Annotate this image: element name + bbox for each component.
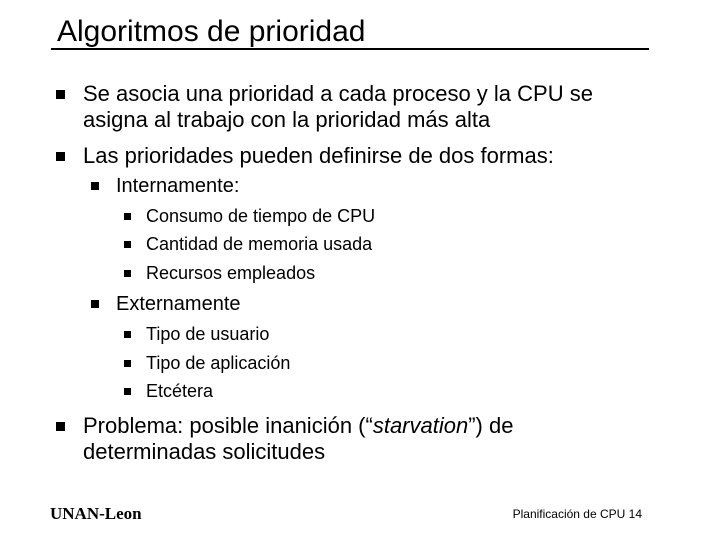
footer-slide-number: Planificación de CPU 14 [512,507,642,521]
square-bullet-icon [124,331,131,338]
square-bullet-icon [124,360,131,367]
sub-bullet-label: Externamente [116,293,241,315]
starvation-term: starvation [372,413,469,438]
bullet-text-line: determinadas solicitudes [83,439,326,464]
bullet-item-starvation [83,413,513,465]
square-bullet-icon [124,241,131,248]
bullet-text-line: Se asocia una prioridad a cada proceso y la CPU se [83,81,593,106]
detail-text: Cantidad de memoria usada [146,234,373,254]
square-bullet-icon [56,422,65,431]
sub-bullet-internal [116,174,239,198]
detail-text: Etcétera [146,381,214,401]
square-bullet-icon [91,300,99,308]
sub-bullet-label: Internamente: [116,175,240,197]
starvation-suffix: ”) de [468,413,514,438]
sub-bullet-external [116,292,241,316]
starvation-prefix: Problema: posible inanición (“ [83,413,373,438]
square-bullet-icon [124,270,131,277]
title-underline [51,48,649,50]
square-bullet-icon [56,152,65,161]
bullet-item-priority-definition [83,81,593,133]
detail-text: Tipo de usuario [146,324,270,344]
detail-item [146,320,269,348]
detail-item [146,349,290,377]
square-bullet-icon [124,388,131,395]
detail-item [146,259,315,287]
bullet-text-line: asigna al trabajo con la prioridad más alta [83,107,491,132]
detail-text: Tipo de aplicación [146,353,291,373]
detail-text: Recursos empleados [146,263,316,283]
detail-item [146,202,375,230]
slide-title: Algoritmos de prioridad [57,15,366,48]
bullet-item-priority-forms [83,143,554,169]
bullet-text-line: Las prioridades pueden definirse de dos formas: [83,143,554,168]
square-bullet-icon [124,213,131,220]
bullet-text-line [83,413,513,439]
detail-item [146,230,372,258]
detail-item [146,377,213,405]
square-bullet-icon [56,90,65,99]
square-bullet-icon [91,182,99,190]
footer-institution: UNAN-Leon [50,504,142,523]
detail-text: Consumo de tiempo de CPU [146,206,376,226]
